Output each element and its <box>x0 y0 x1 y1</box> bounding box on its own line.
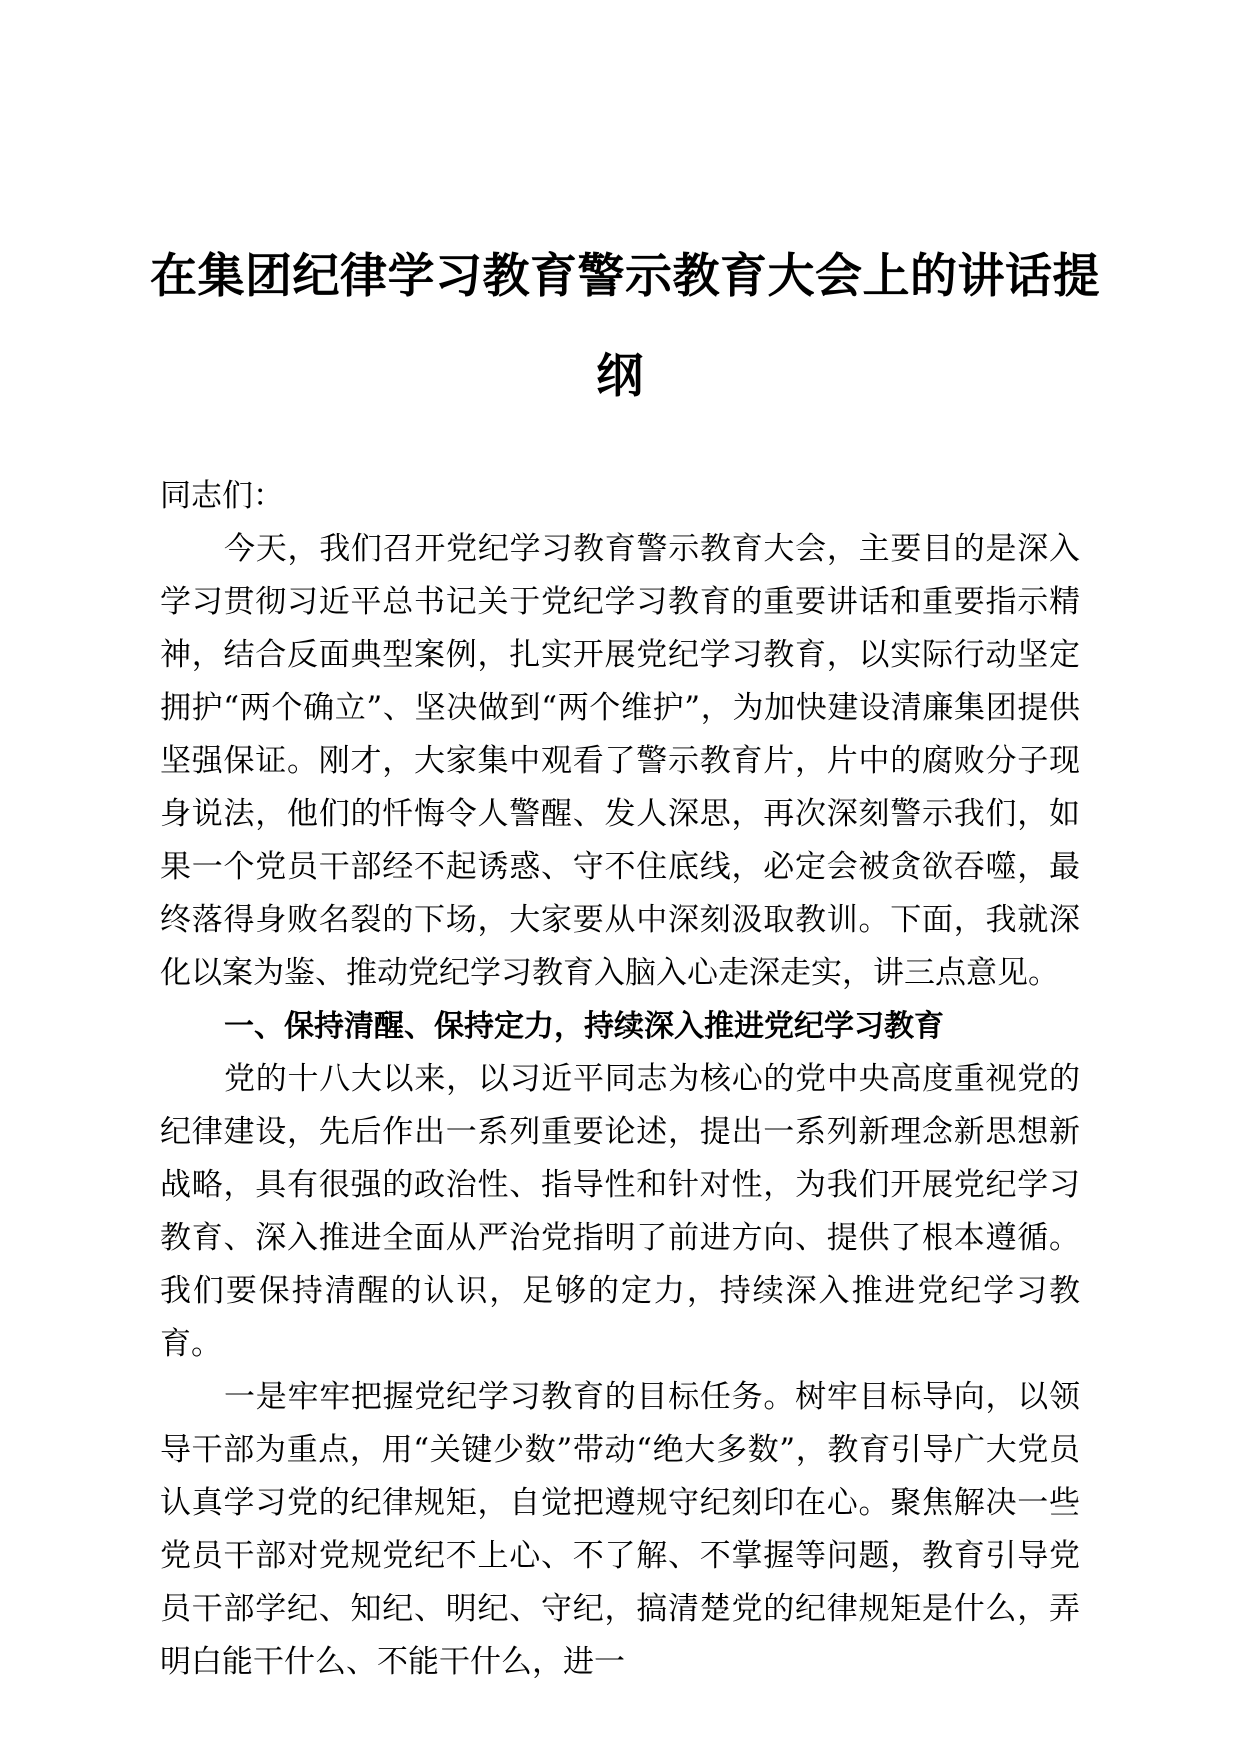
intro-paragraph: 今天，我们召开党纪学习教育警示教育大会，主要目的是深入学习贯彻习近平总书记关于党纪学习教育的重要讲话和重要指示精神，结合反面典型案例，扎实开展党纪学习教育，以实际行动坚定拥护“两个确立”、坚决做到“两个维护”，为加快建设清廉集团提供坚强保证。刚才，大家集中观看了警示教育片，片中的腐败分子现身说法，他们的忏悔令人警醒、发人深思，再次深刻警示我们，如果一个党员干部经不起诱惑、守不住底线，必定会被贪欲吞噬，最终落得身败名裂的下场，大家要从中深刻汲取教训。下面，我就深化以案为鉴、推动党纪学习教育入脑入心走深走实，讲三点意见。 <box>160 531 1080 991</box>
salutation: 同志们： <box>160 478 284 514</box>
document-title <box>150 227 1100 427</box>
title-line-2: 纲 <box>596 349 644 404</box>
document-body <box>160 470 1080 1689</box>
title-line-1: 在集团纪律学习教育警示教育大会上的讲话提 <box>150 249 1100 304</box>
section-1-paragraph-1: 党的十八大以来，以习近平同志为核心的党中央高度重视党的纪律建设，先后作出一系列重要论述，提出一系列新理念新思想新战略，具有很强的政治性、指导性和针对性，为我们开展党纪学习教育、深入推进全面从严治党指明了前进方向、提供了根本遵循。我们要保持清醒的认识，足够的定力，持续深入推进党纪学习教育。 <box>160 1061 1080 1362</box>
section-1-heading: 一、保持清醒、保持定力，持续深入推进党纪学习教育 <box>224 1009 944 1044</box>
section-1-paragraph-2: 一是牢牢把握党纪学习教育的目标任务。树牢目标导向，以领导干部为重点，用“关键少数”带动“绝大多数”，教育引导广大党员认真学习党的纪律规矩，自觉把遵规守纪刻印在心。聚焦解决一些党员干部对党规党纪不上心、不了解、不掌握等问题，教育引导党员干部学纪、知纪、明纪、守纪，搞清楚党的纪律规矩是什么，弄明白能干什么、不能干什么，进一 <box>160 1379 1080 1680</box>
